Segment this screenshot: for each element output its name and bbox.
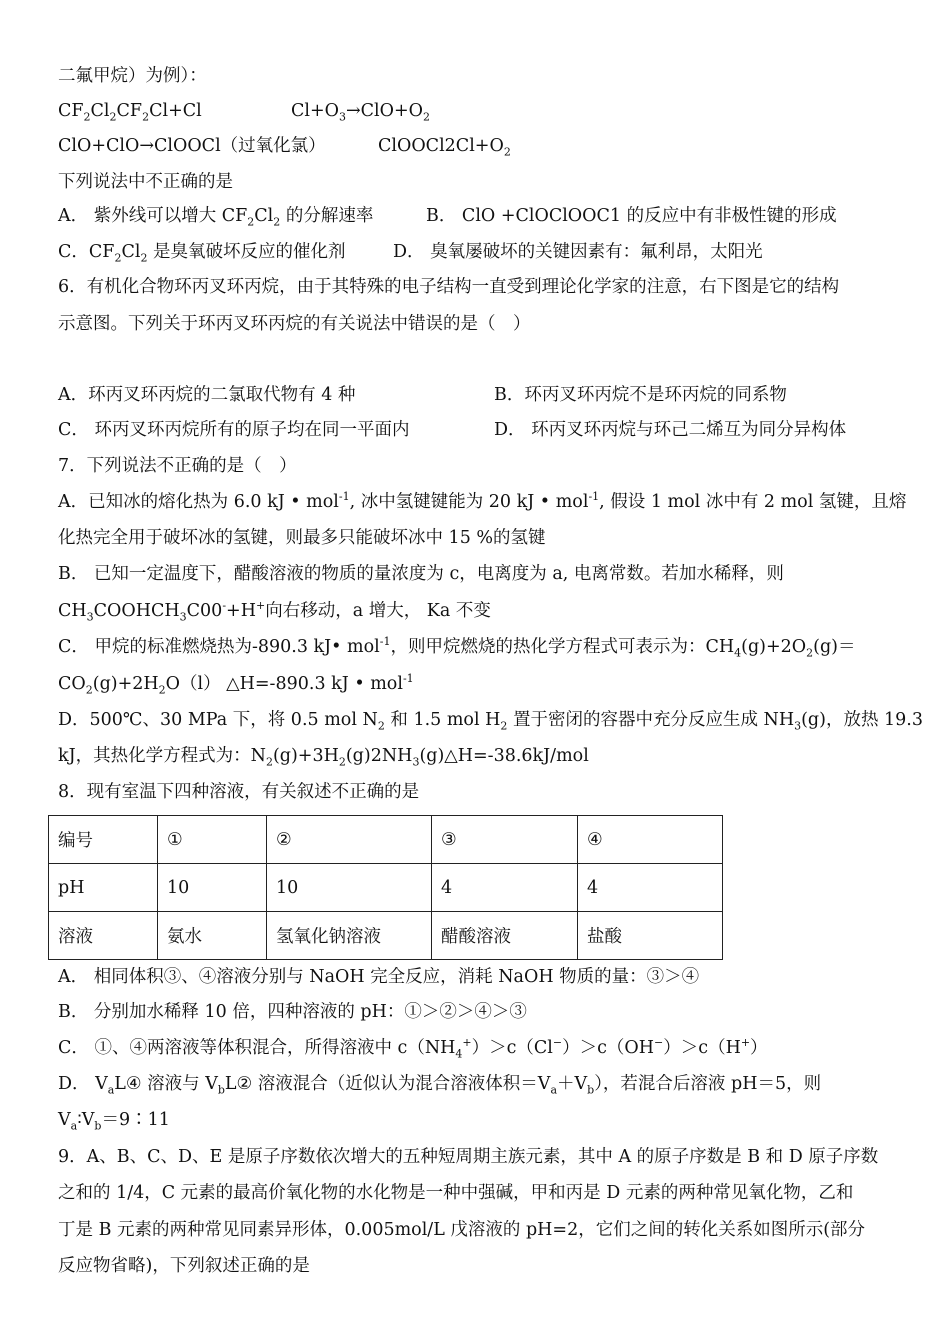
- table-row: [49, 864, 723, 912]
- question-9-text: 9．A、B、C、D、E 是原子序数依次增大的五种短周期主族元素，其中 A 的原子序数是 B 和 D 原子序数: [58, 1147, 879, 1167]
- table-cell: ②: [267, 816, 432, 864]
- table-cell: 氢氧化钠溶液: [267, 912, 432, 960]
- table-row: [49, 912, 723, 960]
- table-cell: 溶液: [49, 912, 158, 960]
- table-cell: 氨水: [158, 912, 267, 960]
- question-6-text: 示意图。下列关于环丙叉环丙烷的有关说法中错误的是（ ）: [58, 314, 531, 334]
- equation-line: [58, 134, 511, 159]
- option-d: D． $V_aL④$ 溶液与 $V_bL②$ 溶液混合（近似认为混合溶液体积$=V_a+V_b$），若混合后溶液 pH＝5，则: [58, 1074, 822, 1097]
- option-line: [58, 418, 847, 442]
- option-b: B． 分别加水稀释 10 倍，四种溶液的 pH：①＞②＞④＞③: [58, 1002, 527, 1022]
- option-line: [58, 383, 787, 407]
- table-cell: pH: [49, 864, 158, 912]
- question-8-title: 8．现有室温下四种溶液，有关叙述不正确的是: [58, 782, 420, 802]
- table-cell: 4: [432, 864, 578, 912]
- option-d: D． 臭氧屡破坏的关键因素有：氟利昂，太阳光: [393, 242, 763, 262]
- table-cell: 盐酸: [578, 912, 723, 960]
- equation: $CF_2Cl_2CF_2Cl+Cl$: [58, 101, 202, 124]
- option-d: $V_a∶V_b=9∶11$: [58, 1110, 170, 1133]
- equation-line: [58, 99, 431, 124]
- option-a: A． 紫外线可以增大 $CF_2Cl_2$ 的分解速率: [58, 206, 374, 229]
- option-c: C．$CF_2Cl_2$ 是臭氧破坏反应的催化剂: [58, 242, 346, 265]
- option-b: B． 已知一定温度下，醋酸溶液的物质的量浓度为 c，电离度为 a, 电离常数。若加水稀释，则: [58, 564, 784, 584]
- question-7-title: 7．下列说法不正确的是（ ）: [58, 456, 297, 476]
- question-9-text: 反应物省略)，下列叙述正确的是: [58, 1256, 310, 1276]
- option-a: A．环丙叉环丙烷的二氯取代物有 4 种: [58, 385, 356, 405]
- equation: $ClOOCl2Cl+O_2$: [378, 136, 511, 159]
- question-9-text: 之和的 1/4，C 元素的最高价氧化物的水化物是一种中强碱，甲和丙是 D 元素的两种常见氧化物，乙和: [58, 1183, 854, 1203]
- table-cell: 编号: [49, 816, 158, 864]
- table-cell: 4: [578, 864, 723, 912]
- option-line: [58, 204, 837, 229]
- option-line: [58, 240, 763, 265]
- table-cell: 10: [267, 864, 432, 912]
- text-line: 下列说法中不正确的是: [58, 172, 233, 192]
- option-c: C． 环丙叉环丙烷所有的原子均在同一平面内: [58, 420, 410, 440]
- solutions-table: [48, 815, 723, 960]
- table-cell: ④: [578, 816, 723, 864]
- question-6-text: 6．有机化合物环丙叉环丙烷，由于其特殊的电子结构一直受到理论化学家的注意，右下图是它的结构: [58, 277, 840, 297]
- option-c: $CO_2(g)+2H_2O(l)$ △H=-890.3 kJ • mol$^{-1}$: [58, 672, 414, 697]
- option-c: C． 甲烷的标准燃烧热为-890.3 kJ• mol$^{-1}$，则甲烷燃烧的热化学方程式可表示为：$CH_4(g)+2O_2(g)=$: [58, 635, 856, 660]
- equation: $Cl+O_3\to ClO+O_2$: [291, 101, 431, 124]
- table-cell: 醋酸溶液: [432, 912, 578, 960]
- option-c: C． ①、④两溶液等体积混合，所得溶液中 $c(NH_4^+)>c(Cl^-)>c(OH^-)>c(H^+)$: [58, 1036, 768, 1061]
- equation: ClO+ClO→ClOOCl（过氧化氯）: [58, 136, 326, 156]
- option-a: A．已知冰的熔化热为 6.0 kJ • mol$^{-1}$, 冰中氢键键能为 20 kJ • mol$^{-1}$, 假设 1 mol 冰中有 2 mol 氢键，且熔: [58, 490, 907, 512]
- option-b: B．环丙叉环丙烷不是环丙烷的同系物: [494, 385, 787, 405]
- table-cell: ①: [158, 816, 267, 864]
- table-cell: 10: [158, 864, 267, 912]
- option-b: B． ClO +ClOClOOC1 的反应中有非极性键的形成: [426, 206, 837, 226]
- option-d: D．500℃、30 MPa 下，将 0.5 mol $N_2$ 和 1.5 mol $H_2$ 置于密闭的容器中充分反应生成 $NH_3(g)$，放热 19.3: [58, 710, 923, 733]
- table-cell: ③: [432, 816, 578, 864]
- table-row: [49, 816, 723, 864]
- option-b: $CH_3COOHCH_3C00^-+H^+$向右移动，a 增大， Ka 不变: [58, 599, 491, 624]
- option-d: kJ，其热化学方程式为：$N_2(g)+3H_2(g)2NH_3(g)\triangle H=-38.6kJ$/mol: [58, 746, 589, 769]
- question-9-text: 丁是 B 元素的两种常见同素异形体，0.005mol/L 戊溶液的 pH=2，它们之间的转化关系如图所示(部分: [58, 1220, 866, 1240]
- option-a: 化热完全用于破坏冰的氢键，则最多只能破坏冰中 15 %的氢键: [58, 528, 546, 548]
- option-a: A． 相同体积③、④溶液分别与 NaOH 完全反应，消耗 NaOH 物质的量：③＞④: [58, 967, 700, 987]
- text-line: 二氟甲烷）为例）：: [58, 66, 207, 86]
- option-d: D． 环丙叉环丙烷与环己二烯互为同分异构体: [494, 420, 847, 440]
